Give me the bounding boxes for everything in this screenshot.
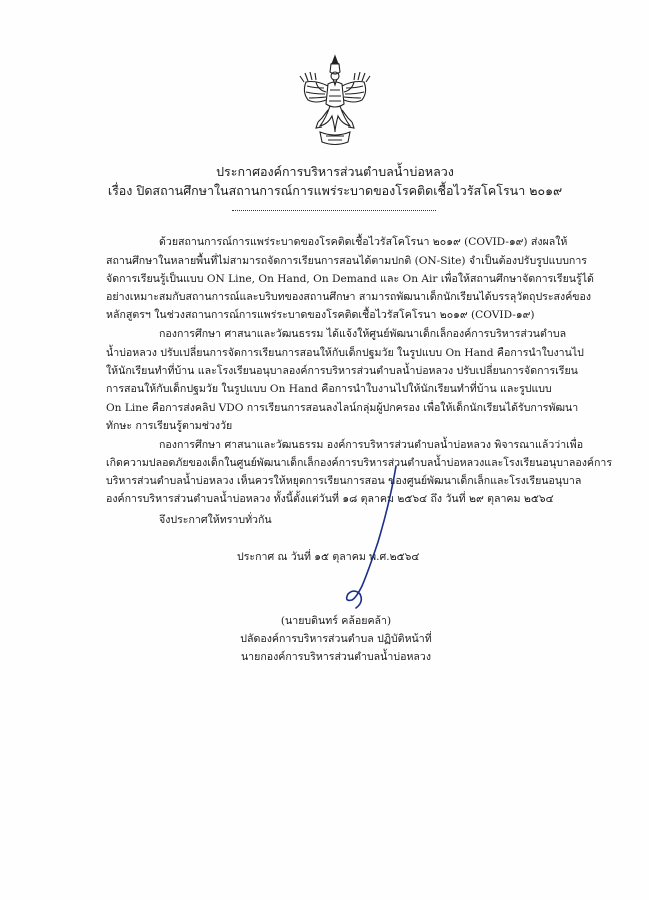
handwritten-signature [338, 462, 418, 612]
paragraph-3-line-2: เกิดความปลอดภัยของเด็กในศูนย์พัฒนาเด็กเล็กองค์การบริหารส่วนตำบลน้ำบ่อหลวงและโรงเรียนอนุบาลองค์การ [106, 457, 613, 469]
paragraph-1-line-1: ด้วยสถานการณ์การแพร่ระบาดของโรคติดเชื้อไวรัสโคโรนา ๒๐๑๙ (COVID-๑๙) ส่งผลให้ [159, 236, 568, 248]
announcement-date: ประกาศ ณ วันที่ ๑๕ ตุลาคม พ.ศ.๒๕๖๔ [237, 551, 420, 563]
paragraph-2-line-3: ให้นักเรียนทำที่บ้าน และโรงเรียนอนุบาลองค์การบริหารส่วนตำบลน้ำบ่อหลวง ปรับเปลี่ยนการจัดการเรียน [106, 365, 578, 377]
announcement-title: ประกาศองค์การบริหารส่วนตำบลน้ำบ่อหลวง [216, 164, 454, 179]
paragraph-3-line-1: กองการศึกษา ศาสนาและวัฒนธรรม องค์การบริหารส่วนตำบลน้ำบ่อหลวง พิจารณาแล้วว่าเพื่อ [159, 439, 584, 451]
paragraph-3-line-3: บริหารส่วนตำบลน้ำบ่อหลวง เห็นควรให้หยุดการเรียนการสอน ของศูนย์พัฒนาเด็กเล็กและโรงเรียนอนุบาล [106, 475, 582, 487]
closing-line: จึงประกาศให้ทราบทั่วกัน [159, 514, 272, 526]
paragraph-3-line-4: องค์การบริหารส่วนตำบลน้ำบ่อหลวง ทั้งนี้ตั้งแต่วันที่ ๑๘ ตุลาคม ๒๕๖๔ ถึง วันที่ ๒๙ ตุลาคม ๒๕๖๔ [106, 493, 554, 505]
paragraph-2-line-6: ทักษะ การเรียนรู้ตามช่วงวัย [106, 420, 233, 432]
paragraph-2-line-1: กองการศึกษา ศาสนาและวัฒนธรรม ได้แจ้งให้ศูนย์พัฒนาเด็กเล็กองค์การบริหารส่วนตำบล [159, 328, 567, 340]
signatory-acting-as: นายกองค์การบริหารส่วนตำบลน้ำบ่อหลวง [240, 651, 432, 663]
paragraph-2-line-2: น้ำบ่อหลวง ปรับเปลี่ยนการจัดการเรียนการสอนให้กับเด็กปฐมวัย ในรูปแบบ On Hand คือการนำใบงานไป [106, 347, 584, 359]
paragraph-2-line-5: On Line คือการส่งคลิป VDO การเรียนการสอนลงไลน์กลุ่มผู้ปกครอง เพื่อให้เด็กนักเรียนได้รับการพัฒนา [106, 402, 579, 414]
announcement-subject: เรื่อง ปิดสถานศึกษาในสถานการณ์การแพร่ระบาดของโรคติดเชื้อไวรัสโคโรนา ๒๐๑๙ [107, 183, 563, 198]
signatory-position: ปลัดองค์การบริหารส่วนตำบล ปฏิบัติหน้าที่ [240, 633, 432, 645]
paragraph-2-line-4: การสอนให้กับเด็กปฐมวัย ในรูปแบบ On Hand คือการนำใบงานไปให้นักเรียนทำที่บ้าน และรูปแบบ [106, 383, 552, 395]
title-divider [232, 210, 436, 211]
paragraph-1-line-2: สถานศึกษาในหลายพื้นที่ไม่สามารถจัดการเรียนการสอนได้ตามปกติ (ON-Site) จำเป็นต้องปรับรูปแบบการ [106, 255, 587, 267]
signatory-name: (นายบดินทร์ คล้อยคล้า) [280, 615, 392, 627]
garuda-emblem-icon [298, 52, 372, 152]
paragraph-1-line-5: หลักสูตรฯ ในช่วงสถานการณ์การแพร่ระบาดของโรคติดเชื้อไวรัสโคโรนา ๒๐๑๙ (COVID-๑๙) [106, 309, 535, 321]
paragraph-1-line-3: จัดการเรียนรู้เป็นแบบ ON Line, On Hand, On Demand และ On Air เพื่อให้สถานศึกษาจัดการเรียนรู้ได้ [106, 273, 594, 285]
paragraph-1-line-4: อย่างเหมาะสมกับสถานการณ์และบริบทของสถานศึกษา สามารถพัฒนาเด็กนักเรียนได้บรรลุวัตถุประสงค์ของ [106, 291, 592, 303]
